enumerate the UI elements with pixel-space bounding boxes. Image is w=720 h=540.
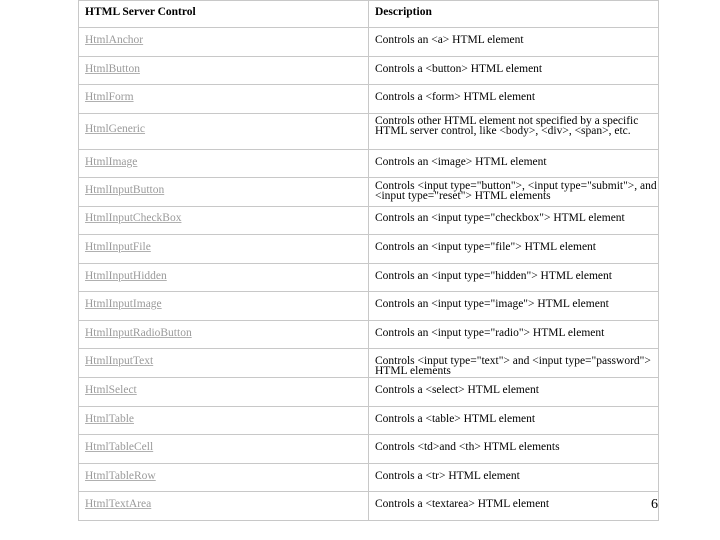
control-cell <box>79 321 369 349</box>
table-row <box>79 349 659 378</box>
description-cell: Controls an <input type="radio"> HTML element <box>369 321 659 349</box>
control-cell <box>79 235 369 264</box>
control-cell <box>79 292 369 321</box>
control-cell <box>79 57 369 85</box>
description-cell: Controls an <input type="hidden"> HTML element <box>369 264 659 292</box>
table-row <box>79 235 659 264</box>
description-cell: Controls a <select> HTML element <box>369 378 659 407</box>
table-row <box>79 178 659 207</box>
control-link[interactable]: HtmlImage <box>85 156 138 168</box>
control-link[interactable]: HtmlForm <box>85 91 134 103</box>
description-cell: Controls an <image> HTML element <box>369 150 659 178</box>
table-row <box>79 292 659 321</box>
control-cell <box>79 207 369 235</box>
description-cell: Controls <input type="button">, <input type="submit">, and <input type="reset"> HTML elements <box>369 178 659 207</box>
control-cell <box>79 85 369 114</box>
control-link[interactable]: HtmlInputImage <box>85 298 162 310</box>
control-link[interactable]: HtmlSelect <box>85 384 137 396</box>
control-cell <box>79 464 369 492</box>
control-link[interactable]: HtmlInputCheckBox <box>85 212 182 224</box>
control-cell <box>79 378 369 407</box>
control-link[interactable]: HtmlButton <box>85 63 140 75</box>
description-cell: Controls a <button> HTML element <box>369 57 659 85</box>
description-cell: Controls an <input type="image"> HTML element <box>369 292 659 321</box>
control-link[interactable]: HtmlTableCell <box>85 441 154 453</box>
page-number: 6 <box>651 497 658 512</box>
table-header-row <box>79 1 659 28</box>
header-control: HTML Server Control <box>79 1 369 28</box>
description-cell: Controls a <form> HTML element <box>369 85 659 114</box>
table-row <box>79 207 659 235</box>
description-cell: Controls an <input type="checkbox"> HTML element <box>369 207 659 235</box>
control-link[interactable]: HtmlInputHidden <box>85 270 167 282</box>
table-row <box>79 28 659 57</box>
control-link[interactable]: HtmlInputFile <box>85 241 151 253</box>
control-link[interactable]: HtmlGeneric <box>85 123 146 135</box>
table-row <box>79 378 659 407</box>
description-cell: Controls a <tr> HTML element <box>369 464 659 492</box>
control-cell <box>79 264 369 292</box>
control-cell <box>79 150 369 178</box>
table-body <box>79 1 659 521</box>
control-cell <box>79 114 369 150</box>
control-link[interactable]: HtmlInputRadioButton <box>85 327 192 339</box>
table-row <box>79 321 659 349</box>
description-cell: Controls a <table> HTML element <box>369 407 659 435</box>
control-cell <box>79 349 369 378</box>
description-cell: Controls a <textarea> HTML element <box>369 492 659 521</box>
table-row <box>79 264 659 292</box>
control-cell <box>79 407 369 435</box>
control-link[interactable]: HtmlTable <box>85 413 135 425</box>
header-description: Description <box>369 1 659 28</box>
description-cell: Controls <td>and <th> HTML elements <box>369 435 659 464</box>
description-cell: Controls other HTML element not specified by a specific HTML server control, like <body>, <div>, <span>, etc. <box>369 114 659 150</box>
server-controls-table <box>78 0 659 521</box>
control-link[interactable]: HtmlTextArea <box>85 498 152 510</box>
description-cell: Controls an <input type="file"> HTML element <box>369 235 659 264</box>
control-cell <box>79 492 369 521</box>
control-cell <box>79 28 369 57</box>
table-row <box>79 150 659 178</box>
control-cell <box>79 435 369 464</box>
control-link[interactable]: HtmlAnchor <box>85 34 144 46</box>
table-row <box>79 114 659 150</box>
control-link[interactable]: HtmlTableRow <box>85 470 156 482</box>
table-row <box>79 85 659 114</box>
table-row <box>79 435 659 464</box>
table-row <box>79 57 659 85</box>
control-link[interactable]: HtmlInputButton <box>85 184 165 196</box>
table-row <box>79 407 659 435</box>
table-row <box>79 464 659 492</box>
description-cell: Controls an <a> HTML element <box>369 28 659 57</box>
description-cell: Controls <input type="text"> and <input type="password"> HTML elements <box>369 349 659 378</box>
table-row <box>79 492 659 521</box>
control-link[interactable]: HtmlInputText <box>85 355 154 367</box>
control-cell <box>79 178 369 207</box>
